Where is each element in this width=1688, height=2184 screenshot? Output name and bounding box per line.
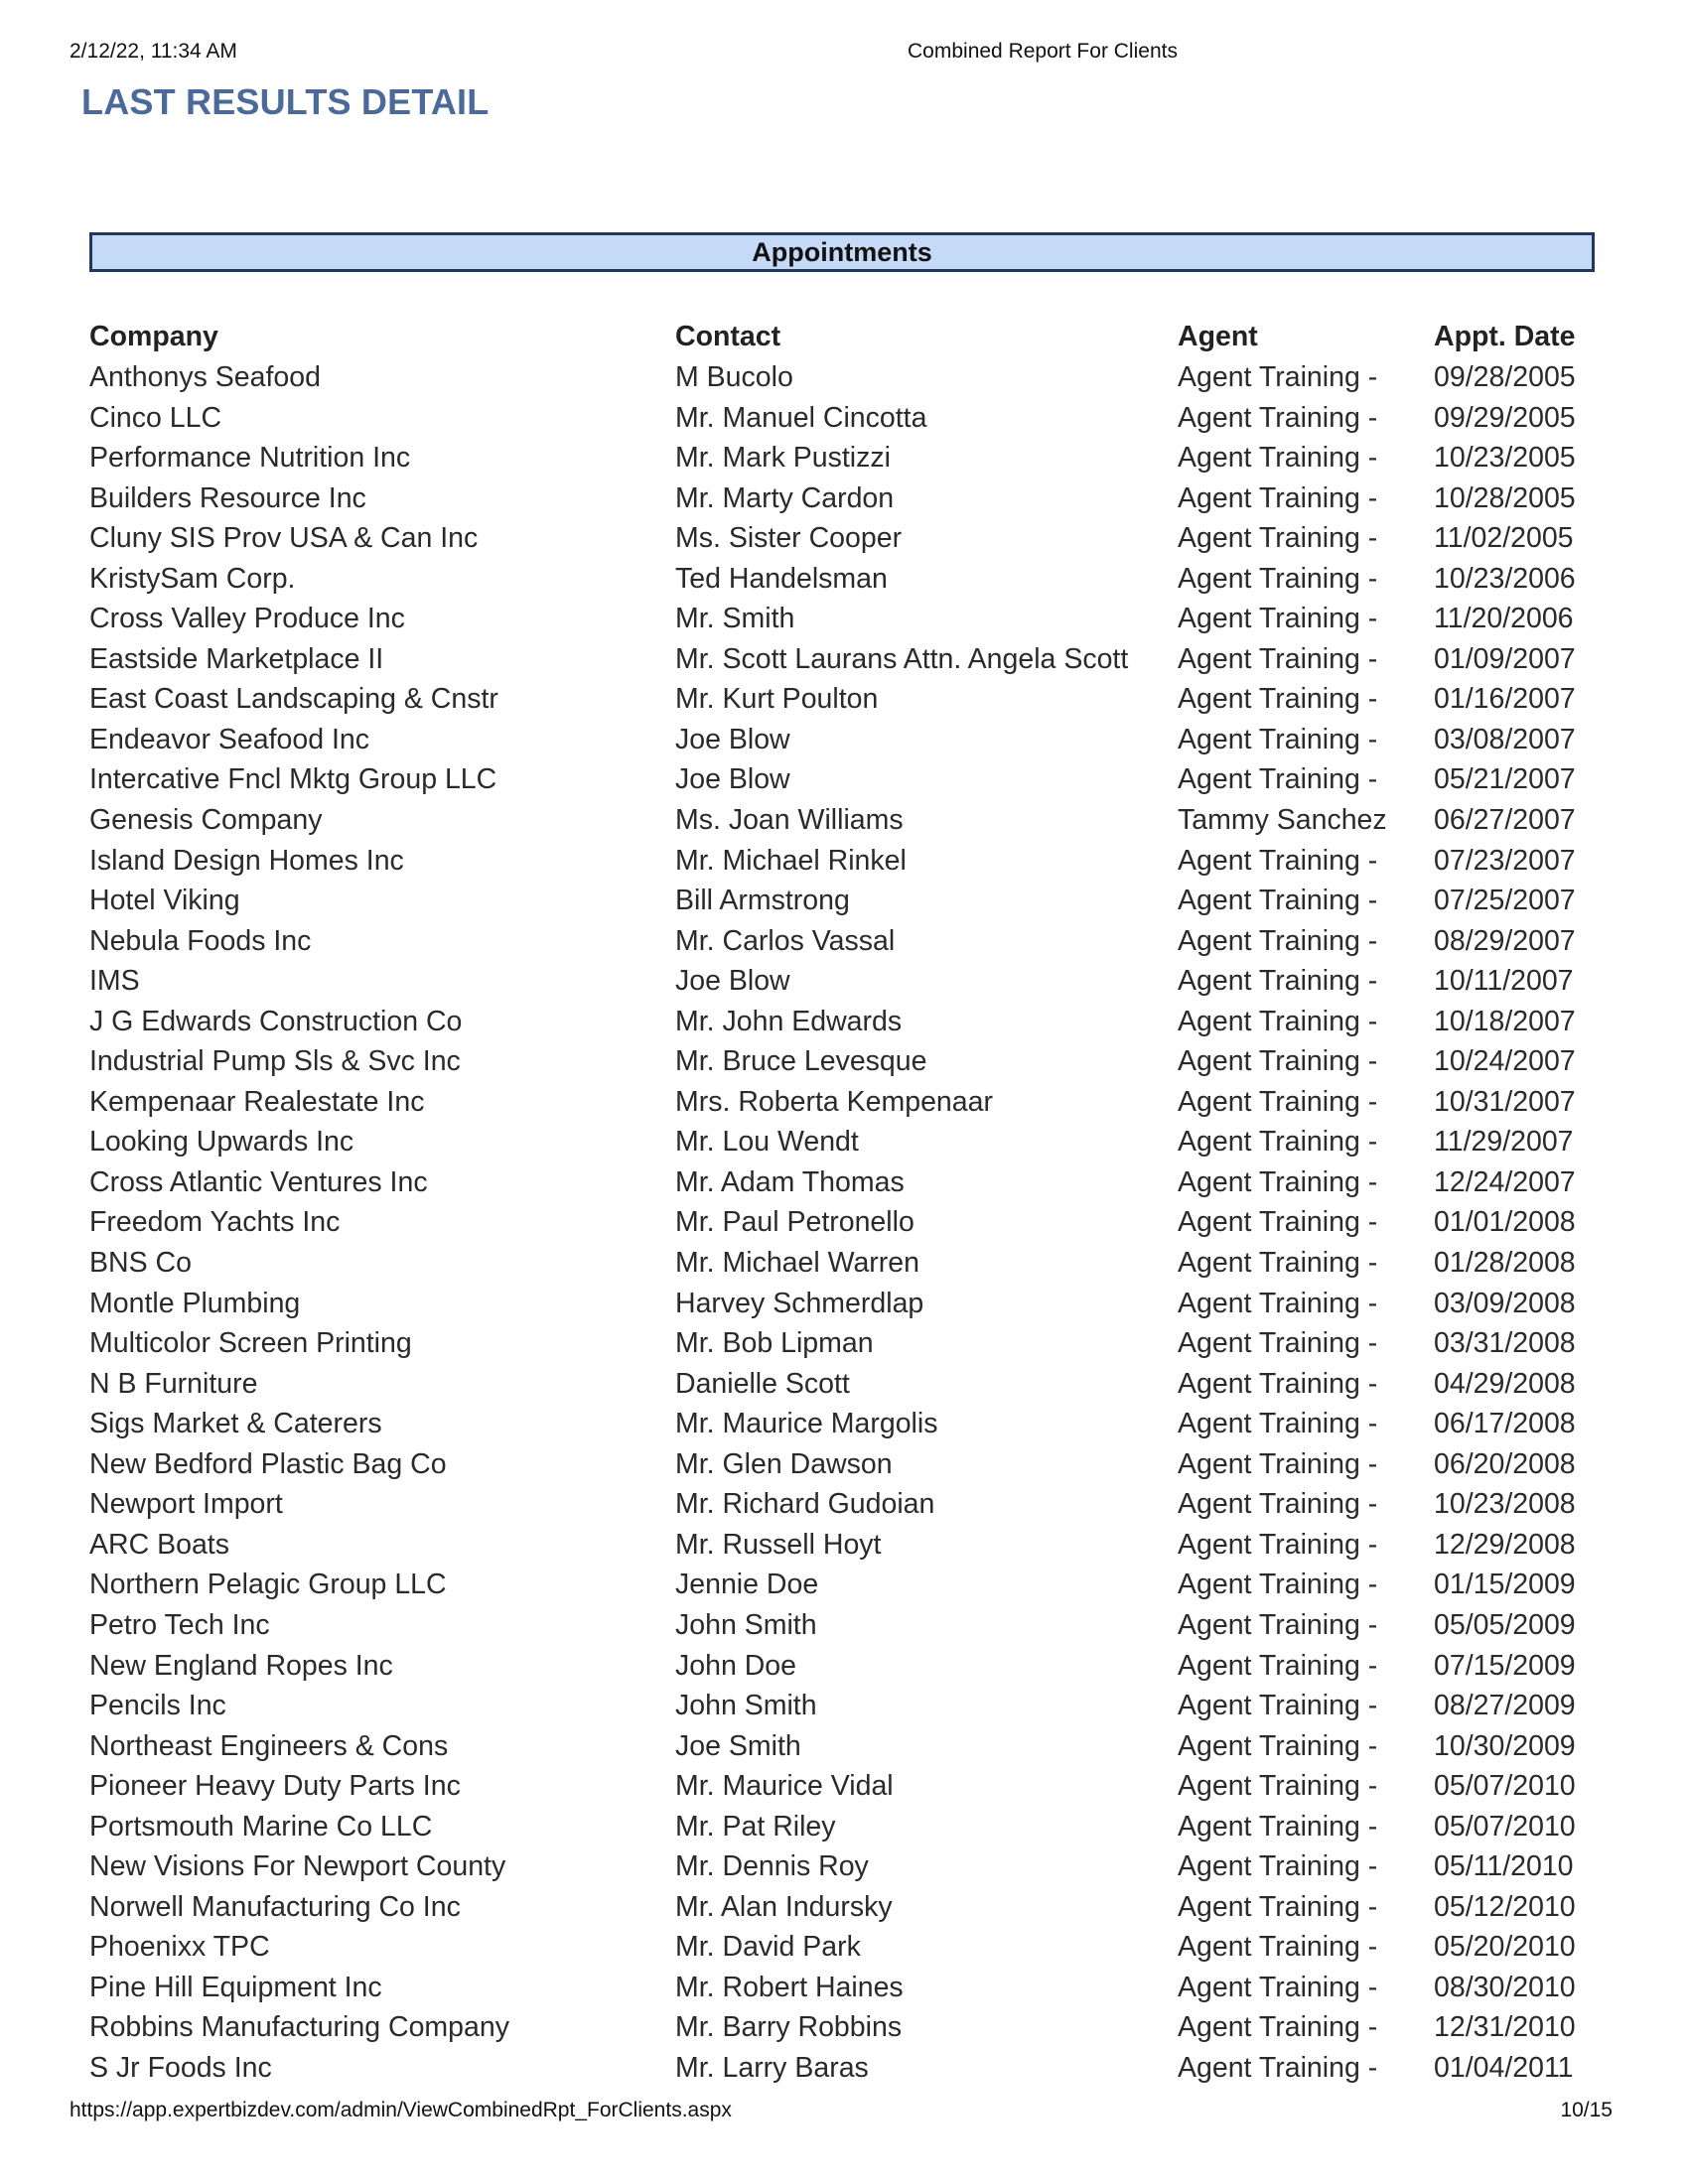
cell-contact: Jennie Doe [675, 1569, 819, 1601]
cell-company: Phoenixx TPC [89, 1931, 270, 1964]
table-row [89, 2048, 1609, 2089]
cell-agent: Agent Training - [1178, 1971, 1378, 2003]
cell-appt-date: 11/02/2005 [1434, 522, 1574, 555]
cell-agent: Agent Training - [1178, 562, 1378, 595]
cell-contact: Mr. Russell Hoyt [675, 1528, 882, 1561]
cell-appt-date: 01/01/2008 [1434, 1206, 1576, 1239]
cell-contact: Mr. Alan Indursky [675, 1890, 893, 1923]
cell-agent: Agent Training - [1178, 1528, 1378, 1561]
table-row [89, 1887, 1609, 1928]
cell-company: Pioneer Heavy Duty Parts Inc [89, 1770, 461, 1803]
cell-contact: Harvey Schmerdlap [675, 1287, 924, 1319]
cell-appt-date: 10/23/2005 [1434, 442, 1576, 475]
cell-agent: Agent Training - [1178, 1045, 1378, 1078]
table-row [89, 398, 1609, 439]
table-row [89, 679, 1609, 720]
cell-company: Island Design Homes Inc [89, 844, 404, 877]
table-row [89, 1686, 1609, 1726]
cell-agent: Agent Training - [1178, 1447, 1378, 1480]
cell-agent: Agent Training - [1178, 1408, 1378, 1440]
table-row [89, 1284, 1609, 1324]
cell-appt-date: 12/24/2007 [1434, 1165, 1576, 1198]
table-row [89, 1162, 1609, 1203]
table-row [89, 1766, 1609, 1807]
cell-contact: Danielle Scott [675, 1367, 850, 1400]
cell-contact: John Smith [675, 1608, 817, 1641]
cell-appt-date: 07/25/2007 [1434, 885, 1576, 917]
cell-agent: Agent Training - [1178, 1367, 1378, 1400]
cell-appt-date: 06/17/2008 [1434, 1408, 1576, 1440]
cell-company: J G Edwards Construction Co [89, 1005, 463, 1037]
cell-appt-date: 05/21/2007 [1434, 763, 1576, 796]
cell-contact: Mr. Mark Pustizzi [675, 442, 891, 475]
cell-company: Norwell Manufacturing Co Inc [89, 1890, 461, 1923]
cell-appt-date: 08/30/2010 [1434, 1971, 1576, 2003]
table-row [89, 2007, 1609, 2048]
page-url: https://app.expertbizdev.com/admin/ViewCombinedRpt_ForClients.aspx [70, 2099, 732, 2121]
cell-company: Intercative Fncl Mktg Group LLC [89, 763, 497, 796]
table-row [89, 478, 1609, 519]
page-number: 10/15 [1560, 2099, 1613, 2121]
column-header-agent: Agent [1178, 321, 1258, 352]
cell-contact: Mr. Carlos Vassal [675, 924, 896, 957]
table-row [89, 1565, 1609, 1605]
table-row [89, 1807, 1609, 1847]
table-row [89, 1002, 1609, 1042]
cell-agent: Agent Training - [1178, 401, 1378, 434]
cell-company: Eastside Marketplace II [89, 642, 384, 675]
cell-contact: Ms. Sister Cooper [675, 522, 903, 555]
cell-appt-date: 01/09/2007 [1434, 642, 1576, 675]
cell-appt-date: 10/23/2006 [1434, 562, 1576, 595]
cell-company: S Jr Foods Inc [89, 2051, 272, 2084]
cell-appt-date: 03/09/2008 [1434, 1287, 1576, 1319]
table-row [89, 720, 1609, 760]
table-row [89, 1726, 1609, 1767]
cell-company: Industrial Pump Sls & Svc Inc [89, 1045, 461, 1078]
cell-appt-date: 01/28/2008 [1434, 1247, 1576, 1280]
cell-appt-date: 10/11/2007 [1434, 965, 1574, 998]
cell-company: East Coast Landscaping & Cnstr [89, 683, 498, 716]
print-header [70, 40, 1618, 69]
cell-agent: Agent Training - [1178, 1488, 1378, 1521]
table-row [89, 559, 1609, 600]
cell-agent: Agent Training - [1178, 1126, 1378, 1159]
table-row [89, 1243, 1609, 1284]
cell-contact: Mr. John Edwards [675, 1005, 903, 1037]
table-row [89, 841, 1609, 882]
cell-contact: Mr. Dennis Roy [675, 1850, 869, 1883]
cell-company: Cluny SIS Prov USA & Can Inc [89, 522, 479, 555]
cell-agent: Agent Training - [1178, 924, 1378, 957]
cell-contact: Mr. Glen Dawson [675, 1447, 893, 1480]
cell-appt-date: 08/29/2007 [1434, 924, 1576, 957]
cell-company: Multicolor Screen Printing [89, 1327, 412, 1360]
cell-contact: John Smith [675, 1690, 817, 1722]
table-row [89, 800, 1609, 841]
table-row [89, 1605, 1609, 1646]
table-row [89, 518, 1609, 559]
table-row [89, 1846, 1609, 1887]
cell-appt-date: 10/23/2008 [1434, 1488, 1576, 1521]
cell-appt-date: 11/20/2006 [1434, 603, 1574, 635]
cell-agent: Agent Training - [1178, 442, 1378, 475]
cell-appt-date: 05/07/2010 [1434, 1810, 1576, 1843]
column-header-company: Company [89, 321, 218, 352]
cell-contact: Mr. Manuel Cincotta [675, 401, 927, 434]
table-row [89, 639, 1609, 680]
cell-appt-date: 07/15/2009 [1434, 1649, 1576, 1682]
table-row [89, 1404, 1609, 1444]
cell-appt-date: 12/31/2010 [1434, 2011, 1576, 2044]
cell-appt-date: 09/28/2005 [1434, 361, 1576, 393]
cell-contact: Joe Smith [675, 1729, 801, 1762]
cell-agent: Agent Training - [1178, 1608, 1378, 1641]
cell-company: KristySam Corp. [89, 562, 296, 595]
cell-contact: Mr. Maurice Margolis [675, 1408, 938, 1440]
cell-contact: Mr. Pat Riley [675, 1810, 836, 1843]
cell-contact: Mr. Richard Gudoian [675, 1488, 935, 1521]
cell-agent: Agent Training - [1178, 1690, 1378, 1722]
cell-agent: Agent Training - [1178, 1165, 1378, 1198]
cell-agent: Agent Training - [1178, 965, 1378, 998]
cell-contact: Mr. Kurt Poulton [675, 683, 879, 716]
cell-agent: Agent Training - [1178, 1850, 1378, 1883]
cell-agent: Tammy Sanchez [1178, 804, 1387, 837]
table-row [89, 759, 1609, 800]
cell-appt-date: 10/31/2007 [1434, 1085, 1576, 1118]
cell-company: Builders Resource Inc [89, 481, 366, 514]
cell-appt-date: 07/23/2007 [1434, 844, 1576, 877]
cell-company: New Visions For Newport County [89, 1850, 506, 1883]
cell-agent: Agent Training - [1178, 522, 1378, 555]
table-row [89, 357, 1609, 398]
cell-agent: Agent Training - [1178, 1569, 1378, 1601]
cell-agent: Agent Training - [1178, 603, 1378, 635]
cell-appt-date: 01/15/2009 [1434, 1569, 1576, 1601]
cell-appt-date: 05/05/2009 [1434, 1608, 1576, 1641]
cell-appt-date: 05/07/2010 [1434, 1770, 1576, 1803]
cell-company: Endeavor Seafood Inc [89, 723, 370, 755]
cell-agent: Agent Training - [1178, 885, 1378, 917]
cell-contact: Mr. Maurice Vidal [675, 1770, 894, 1803]
cell-agent: Agent Training - [1178, 481, 1378, 514]
table-row [89, 881, 1609, 921]
cell-company: Nebula Foods Inc [89, 924, 312, 957]
cell-agent: Agent Training - [1178, 1247, 1378, 1280]
cell-contact: John Doe [675, 1649, 797, 1682]
cell-contact: Mr. Larry Baras [675, 2051, 869, 2084]
cell-company: Kempenaar Realestate Inc [89, 1085, 425, 1118]
cell-company: Looking Upwards Inc [89, 1126, 354, 1159]
table-row [89, 599, 1609, 639]
cell-appt-date: 03/08/2007 [1434, 723, 1576, 755]
cell-agent: Agent Training - [1178, 1327, 1378, 1360]
cell-agent: Agent Training - [1178, 723, 1378, 755]
cell-contact: Joe Blow [675, 723, 790, 755]
table-row [89, 1082, 1609, 1123]
section-title: LAST RESULTS DETAIL [81, 81, 490, 122]
cell-company: Cinco LLC [89, 401, 222, 434]
cell-company: ARC Boats [89, 1528, 229, 1561]
cell-company: Genesis Company [89, 804, 323, 837]
cell-appt-date: 12/29/2008 [1434, 1528, 1576, 1561]
cell-contact: Mr. Lou Wendt [675, 1126, 859, 1159]
cell-contact: Mrs. Roberta Kempenaar [675, 1085, 993, 1118]
cell-agent: Agent Training - [1178, 763, 1378, 796]
cell-contact: Mr. Marty Cardon [675, 481, 895, 514]
cell-appt-date: 06/20/2008 [1434, 1447, 1576, 1480]
table-row [89, 1202, 1609, 1243]
cell-appt-date: 06/27/2007 [1434, 804, 1576, 837]
table-header-row [89, 316, 1609, 357]
cell-company: Petro Tech Inc [89, 1608, 270, 1641]
cell-agent: Agent Training - [1178, 2011, 1378, 2044]
cell-company: Northeast Engineers & Cons [89, 1729, 449, 1762]
cell-appt-date: 08/27/2009 [1434, 1690, 1576, 1722]
cell-company: Sigs Market & Caterers [89, 1408, 382, 1440]
cell-company: BNS Co [89, 1247, 192, 1280]
cell-company: Cross Atlantic Ventures Inc [89, 1165, 428, 1198]
cell-agent: Agent Training - [1178, 1005, 1378, 1037]
table-row [89, 438, 1609, 478]
cell-company: Performance Nutrition Inc [89, 442, 411, 475]
cell-appt-date: 10/30/2009 [1434, 1729, 1576, 1762]
cell-agent: Agent Training - [1178, 1770, 1378, 1803]
cell-contact: Mr. Bruce Levesque [675, 1045, 927, 1078]
cell-company: Newport Import [89, 1488, 283, 1521]
cell-contact: Mr. David Park [675, 1931, 861, 1964]
cell-appt-date: 05/12/2010 [1434, 1890, 1576, 1923]
cell-company: Freedom Yachts Inc [89, 1206, 341, 1239]
cell-agent: Agent Training - [1178, 1287, 1378, 1319]
cell-contact: Joe Blow [675, 965, 790, 998]
document-title: Combined Report For Clients [908, 40, 1178, 63]
cell-appt-date: 01/16/2007 [1434, 683, 1576, 716]
table-row [89, 1444, 1609, 1485]
cell-company: Montle Plumbing [89, 1287, 301, 1319]
cell-contact: Mr. Barry Robbins [675, 2011, 903, 2044]
cell-contact: Joe Blow [675, 763, 790, 796]
column-header-appt-date: Appt. Date [1434, 321, 1576, 352]
cell-contact: Mr. Smith [675, 603, 795, 635]
table-row [89, 961, 1609, 1002]
cell-agent: Agent Training - [1178, 1649, 1378, 1682]
appointments-table-body [89, 357, 1609, 2089]
cell-company: Anthonys Seafood [89, 361, 321, 393]
table-row [89, 1041, 1609, 1082]
cell-contact: Mr. Bob Lipman [675, 1327, 874, 1360]
cell-contact: Ms. Joan Williams [675, 804, 904, 837]
cell-agent: Agent Training - [1178, 1729, 1378, 1762]
cell-contact: Mr. Michael Warren [675, 1247, 919, 1280]
cell-agent: Agent Training - [1178, 683, 1378, 716]
table-row [89, 1484, 1609, 1525]
table-row [89, 1968, 1609, 2008]
cell-appt-date: 05/20/2010 [1434, 1931, 1576, 1964]
cell-agent: Agent Training - [1178, 361, 1378, 393]
cell-contact: Ted Handelsman [675, 562, 888, 595]
table-row [89, 921, 1609, 962]
appointments-banner: Appointments [89, 232, 1595, 272]
table-row [89, 1364, 1609, 1405]
cell-agent: Agent Training - [1178, 1206, 1378, 1239]
cell-company: N B Furniture [89, 1367, 258, 1400]
table-row [89, 1927, 1609, 1968]
table-row [89, 1525, 1609, 1566]
cell-company: Portsmouth Marine Co LLC [89, 1810, 433, 1843]
cell-company: IMS [89, 965, 140, 998]
cell-appt-date: 09/29/2005 [1434, 401, 1576, 434]
cell-appt-date: 11/29/2007 [1434, 1126, 1574, 1159]
table-row [89, 1646, 1609, 1687]
table-row [89, 1323, 1609, 1364]
cell-company: Cross Valley Produce Inc [89, 603, 405, 635]
cell-agent: Agent Training - [1178, 1931, 1378, 1964]
cell-contact: Mr. Scott Laurans Attn. Angela Scott [675, 642, 1129, 675]
appointments-table [89, 316, 1609, 2089]
cell-contact: Mr. Adam Thomas [675, 1165, 905, 1198]
print-timestamp: 2/12/22, 11:34 AM [70, 40, 237, 63]
cell-appt-date: 01/04/2011 [1434, 2051, 1574, 2084]
cell-appt-date: 10/24/2007 [1434, 1045, 1576, 1078]
cell-appt-date: 10/18/2007 [1434, 1005, 1576, 1037]
cell-agent: Agent Training - [1178, 1890, 1378, 1923]
cell-appt-date: 04/29/2008 [1434, 1367, 1576, 1400]
cell-company: Northern Pelagic Group LLC [89, 1569, 447, 1601]
cell-appt-date: 10/28/2005 [1434, 481, 1576, 514]
cell-contact: M Bucolo [675, 361, 793, 393]
cell-company: Hotel Viking [89, 885, 240, 917]
cell-agent: Agent Training - [1178, 1085, 1378, 1118]
cell-company: New England Ropes Inc [89, 1649, 393, 1682]
cell-agent: Agent Training - [1178, 844, 1378, 877]
cell-company: Pencils Inc [89, 1690, 226, 1722]
cell-agent: Agent Training - [1178, 1810, 1378, 1843]
cell-agent: Agent Training - [1178, 2051, 1378, 2084]
cell-agent: Agent Training - [1178, 642, 1378, 675]
cell-company: Pine Hill Equipment Inc [89, 1971, 382, 2003]
cell-appt-date: 03/31/2008 [1434, 1327, 1576, 1360]
cell-contact: Mr. Michael Rinkel [675, 844, 907, 877]
column-header-contact: Contact [675, 321, 781, 352]
cell-company: Robbins Manufacturing Company [89, 2011, 509, 2044]
cell-company: New Bedford Plastic Bag Co [89, 1447, 447, 1480]
cell-appt-date: 05/11/2010 [1434, 1850, 1574, 1883]
table-row [89, 1122, 1609, 1162]
cell-contact: Mr. Paul Petronello [675, 1206, 914, 1239]
cell-contact: Bill Armstrong [675, 885, 850, 917]
cell-contact: Mr. Robert Haines [675, 1971, 904, 2003]
